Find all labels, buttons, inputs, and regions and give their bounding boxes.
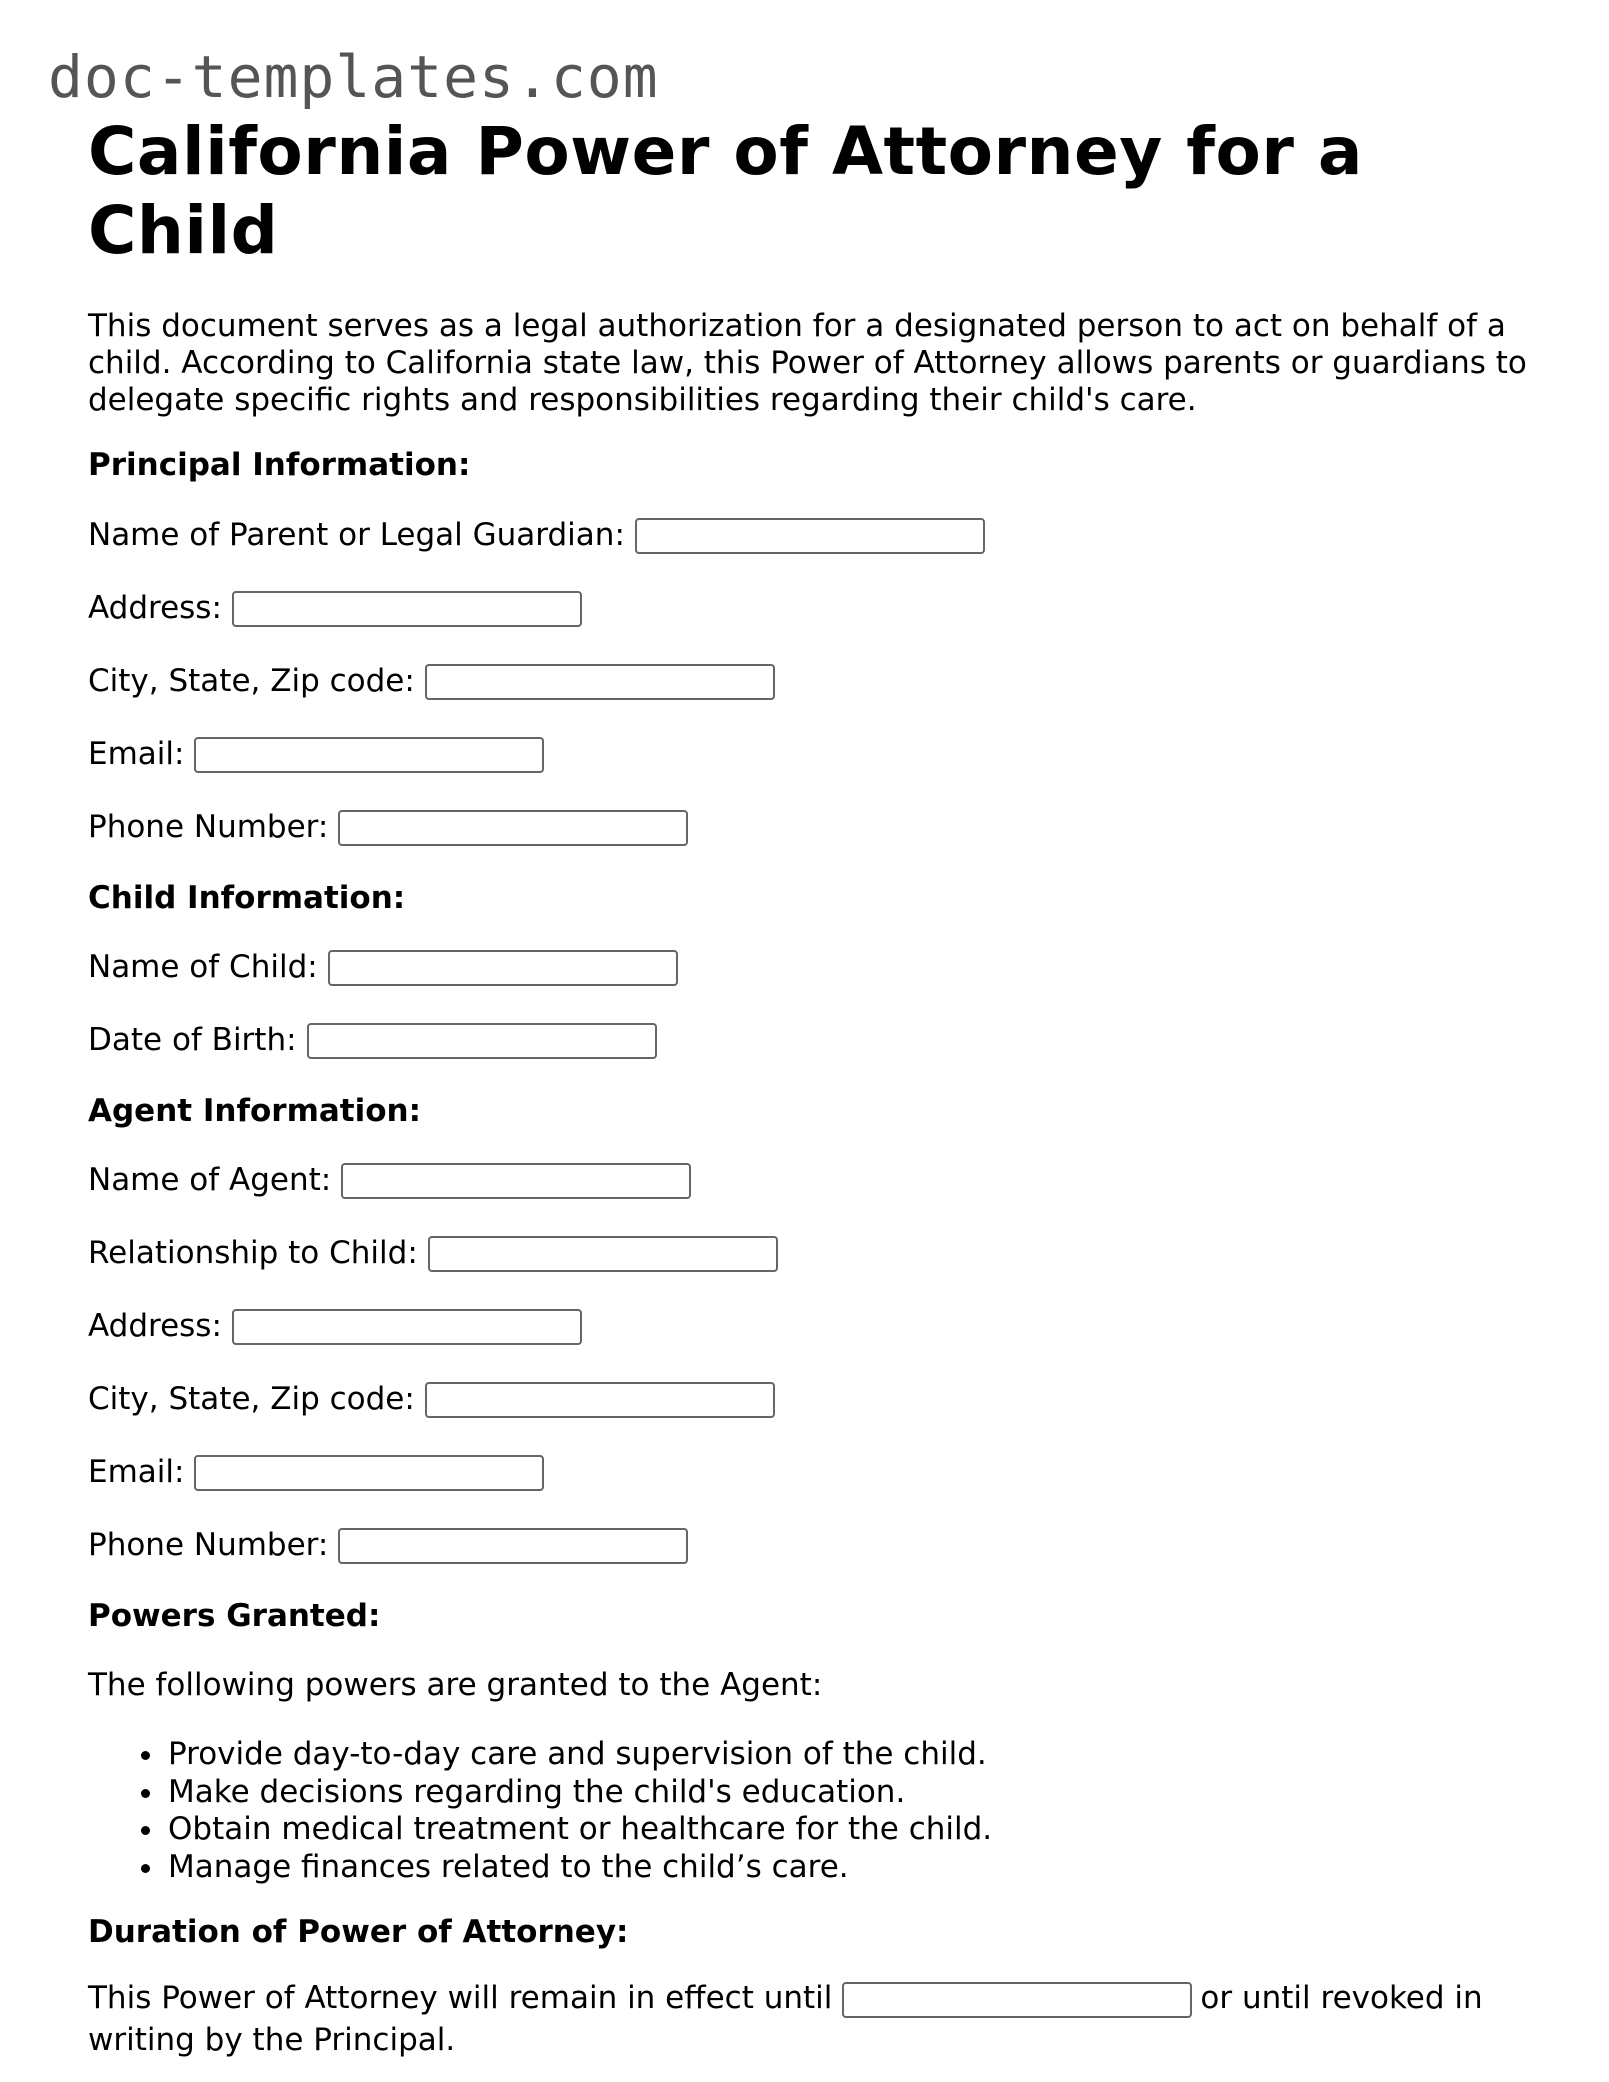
duration-end-input[interactable] [842, 1982, 1192, 2018]
agent-city-input[interactable] [425, 1382, 775, 1418]
agent-address-row [88, 1308, 1528, 1345]
page-title: California Power of Attorney for a Child [88, 113, 1363, 270]
intro-paragraph: This document serves as a legal authorization for a designated person to act on behalf of a child. According to California state law, this Power of Attorney allows parents or guardians to delegate specific rights and responsibilities regarding their child's care. [88, 308, 1527, 419]
agent-name-input[interactable] [341, 1163, 691, 1199]
principal-address-row [88, 590, 1528, 627]
principal-phone-input[interactable] [338, 810, 688, 846]
principal-email-row [88, 736, 1528, 773]
agent-email-row [88, 1454, 1528, 1491]
agent-phone-label: Phone Number: [88, 1527, 329, 1564]
agent-address-input[interactable] [232, 1309, 582, 1345]
principal-name-label: Name of Parent or Legal Guardian: [88, 517, 625, 554]
principal-city-row [88, 663, 1528, 700]
agent-relationship-row [88, 1235, 1528, 1272]
agent-email-label: Email: [88, 1454, 185, 1491]
agent-email-input[interactable] [194, 1455, 544, 1491]
agent-address-label: Address: [88, 1308, 222, 1345]
agent-phone-row [88, 1527, 1528, 1564]
agent-city-row [88, 1381, 1528, 1418]
agent-phone-input[interactable] [338, 1528, 688, 1564]
powers-heading: Powers Granted: [88, 1598, 381, 1635]
agent-city-label: City, State, Zip code: [88, 1381, 415, 1418]
agent-relationship-input[interactable] [428, 1236, 778, 1272]
watermark-logo: doc-templates.com [48, 43, 659, 111]
principal-city-input[interactable] [425, 664, 775, 700]
list-item: • Make decisions regarding the child's education. [166, 1774, 1528, 1812]
list-item: • Provide day-to-day care and supervision of the child. [166, 1736, 1528, 1774]
powers-list [88, 1736, 1528, 1886]
document-body [88, 112, 1528, 2061]
principal-name-row [88, 517, 1528, 554]
list-item: • Manage finances related to the child’s care. [166, 1849, 1528, 1887]
child-dob-row [88, 1022, 1528, 1059]
duration-paragraph [88, 1977, 1528, 2061]
duration-text-before: This Power of Attorney will remain in effect until [88, 1980, 833, 2017]
child-dob-label: Date of Birth: [88, 1022, 297, 1059]
child-name-label: Name of Child: [88, 949, 318, 986]
duration-heading: Duration of Power of Attorney: [88, 1914, 629, 1951]
agent-heading: Agent Information: [88, 1093, 421, 1130]
child-name-row [88, 949, 1528, 986]
principal-email-input[interactable] [194, 737, 544, 773]
child-name-input[interactable] [328, 950, 678, 986]
principal-phone-row [88, 809, 1528, 846]
principal-phone-label: Phone Number: [88, 809, 329, 846]
principal-address-input[interactable] [232, 591, 582, 627]
principal-city-label: City, State, Zip code: [88, 663, 415, 700]
powers-intro: The following powers are granted to the Agent: [88, 1667, 823, 1704]
child-dob-input[interactable] [307, 1023, 657, 1059]
principal-heading: Principal Information: [88, 447, 471, 484]
child-heading: Child Information: [88, 880, 406, 917]
principal-address-label: Address: [88, 590, 222, 627]
list-item: • Obtain medical treatment or healthcare for the child. [166, 1811, 1528, 1849]
principal-email-label: Email: [88, 736, 185, 773]
agent-name-row [88, 1162, 1528, 1199]
duration-text-after: or until revoked in writing by the Principal. [88, 1980, 1483, 2059]
agent-relationship-label: Relationship to Child: [88, 1235, 418, 1272]
agent-name-label: Name of Agent: [88, 1162, 332, 1199]
principal-name-input[interactable] [635, 518, 985, 554]
